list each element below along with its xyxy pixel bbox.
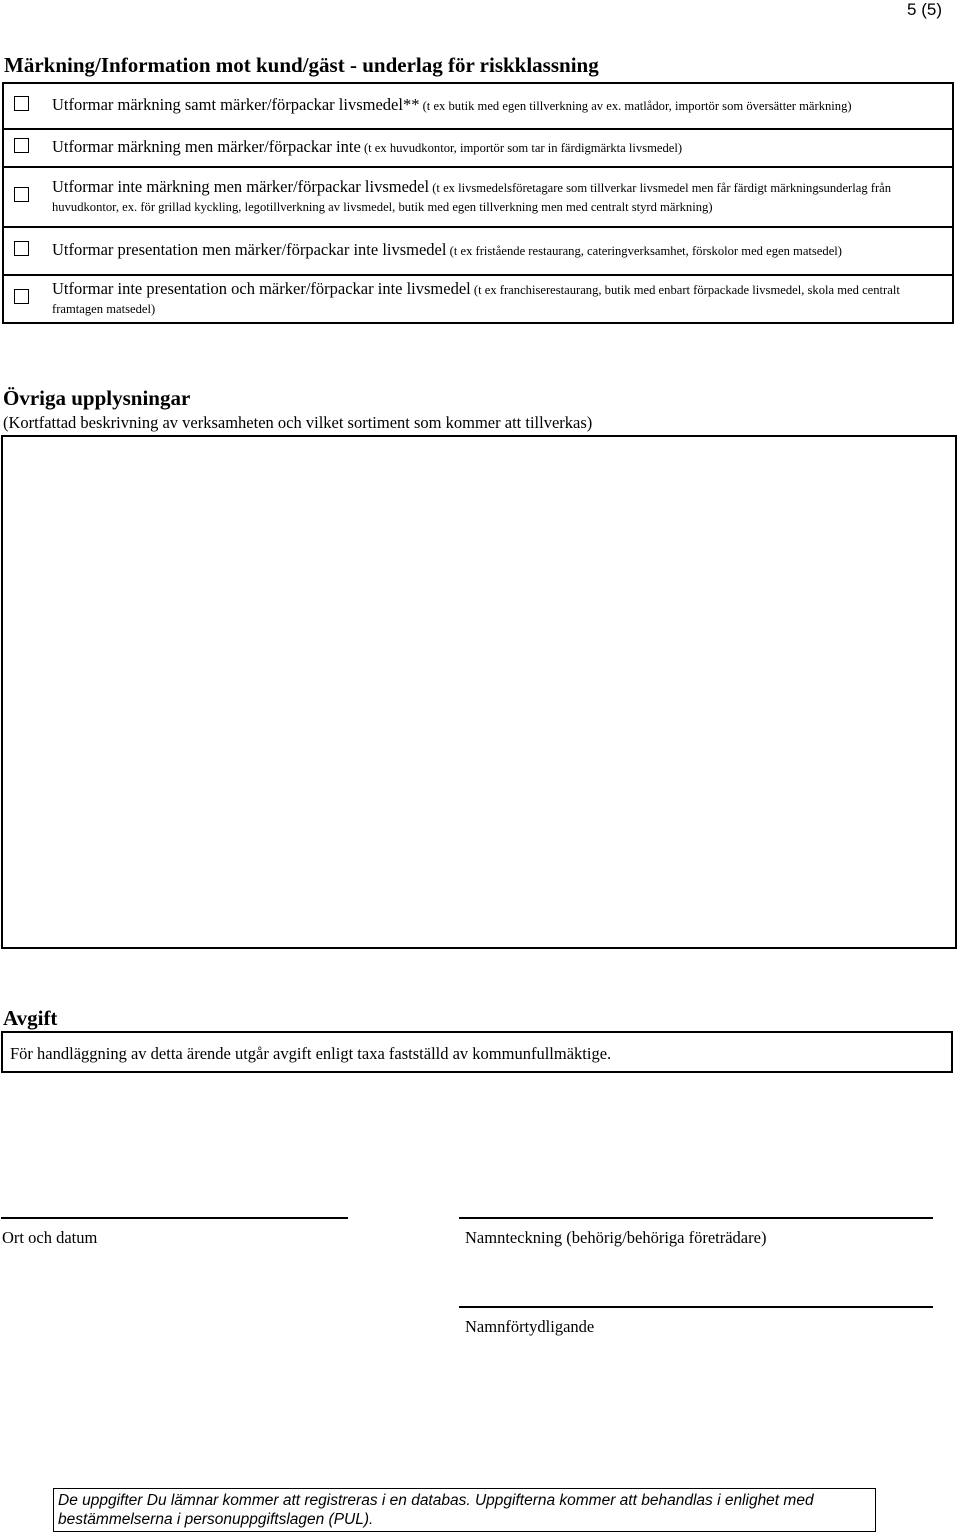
- option-3-detail: (t ex livsmedelsföretagare som tillverkar livsmedel men får färdigt märkningsunderlag från huvudkontor, ex. för grillad kyckling, legotillverkning av livsmedel, butik med egen tillverkning men med centralt styrd märkning): [52, 181, 892, 214]
- avgift-section-title: Avgift: [3, 1006, 58, 1030]
- option-1-label: Utformar märkning samt märker/förpackar livsmedel**: [52, 95, 420, 115]
- place-date-label: Ort och datum: [2, 1228, 98, 1247]
- option-5-label: Utformar inte presentation och märker/förpackar inte livsmedel: [52, 279, 471, 299]
- marking-option-4: [3, 227, 953, 275]
- marking-option-3: [3, 167, 953, 227]
- signature-line[interactable]: [459, 1217, 933, 1219]
- option-2-label: Utformar märkning men märker/förpackar inte: [52, 137, 361, 157]
- marking-section-title: Märkning/Information mot kund/gäst - underlag för riskklassning: [4, 53, 599, 77]
- option-2-checkbox[interactable]: [14, 138, 29, 153]
- place-date-line[interactable]: [1, 1217, 348, 1219]
- signature-label: Namnteckning (behörig/behöriga företrädare): [465, 1228, 767, 1247]
- privacy-notice: De uppgifter Du lämnar kommer att registreras i en databas. Uppgifterna kommer att behandlas i enlighet med bestämmelserna i personuppgiftslagen (PUL).: [53, 1488, 876, 1532]
- option-1-detail: (t ex butik med egen tillverkning av ex. matlådor, importör som översätter märkning): [419, 99, 852, 114]
- option-3-checkbox[interactable]: [14, 187, 29, 202]
- option-4-label: Utformar presentation men märker/förpackar inte livsmedel: [52, 240, 447, 260]
- option-4-detail: (t ex fristående restaurang, cateringverksamhet, förskolor med egen matsedel): [446, 244, 842, 259]
- marking-option-5: [3, 275, 953, 323]
- marking-option-2: [3, 129, 953, 167]
- option-5-checkbox[interactable]: [14, 289, 29, 304]
- option-2-detail: (t ex huvudkontor, importör som tar in färdigmärkta livsmedel): [360, 141, 683, 156]
- option-3-label: Utformar inte märkning men märker/förpackar livsmedel: [52, 177, 430, 197]
- option-4-checkbox[interactable]: [14, 241, 29, 256]
- option-5-detail: (t ex franchiserestaurang, butik med enbart förpackade livsmedel, skola med centralt framtagen matsedel): [52, 283, 900, 316]
- ovriga-section-title: Övriga upplysningar: [3, 386, 191, 410]
- marking-options-table: [2, 82, 954, 324]
- name-clarification-label: Namnförtydligande: [465, 1317, 595, 1336]
- marking-option-1: [3, 83, 953, 129]
- avgift-info-box: För handläggning av detta ärende utgår avgift enligt taxa fastställd av kommunfullmäktige.: [1, 1031, 953, 1073]
- page-number: 5 (5): [907, 0, 942, 19]
- name-clarification-line[interactable]: [459, 1306, 933, 1308]
- ovriga-instructions: (Kortfattad beskrivning av verksamheten och vilket sortiment som kommer att tillverkas): [3, 413, 593, 432]
- option-1-checkbox[interactable]: [14, 96, 29, 111]
- ovriga-text-area[interactable]: [1, 435, 957, 949]
